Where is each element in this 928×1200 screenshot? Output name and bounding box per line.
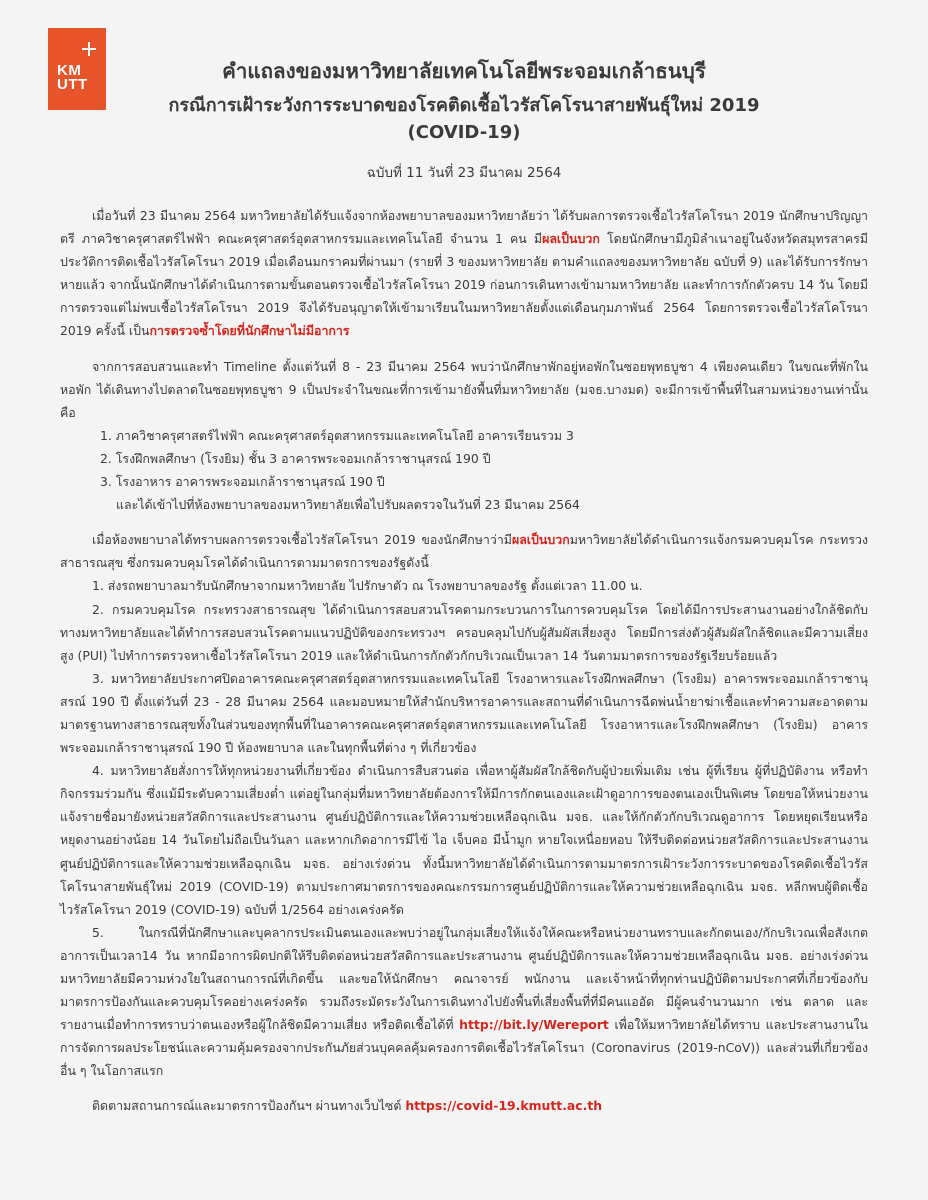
paragraph-2: จากการสอบสวนและทำ Timeline ตั้งแต่วันที่ 8 - 23 มีนาคม 2564 พบว่านักศึกษาพักอยู่หอพักในซอยพุทธบูชา 4 เพียงคนเดียว ในขณะที่พักในหอพัก ได้เดินทางไปตลาดในซอยพุทธบูชา 9 เป็นประจำในขณะที่การเข้ามายังพื้นที่มหาวิทยาลัย (มจธ.บางมด) จะมีการเข้าพื้นที่ในสามหน่วยงานเท่านั้น คือ <box>60 358 868 420</box>
measure-item-1: 1. ส่งรถพยาบาลมารับนักศึกษาจากมหาวิทยาลัย ไปรักษาตัว ณ โรงพยาบาลของรัฐ ตั้งแต่เวลา 11.00 น. <box>92 578 643 594</box>
list-item: 2. โรงฝึกพลศึกษา (โรงยิม) ชั้น 3 อาคารพระจอมเกล้าราชานุสรณ์ 190 ปี <box>100 450 491 466</box>
wereport-link[interactable]: http://bit.ly/Wereport <box>459 1017 609 1033</box>
list-item: 1. ภาควิชาครุศาสตร์ไฟฟ้า คณะครุศาสตร์อุตสาหกรรมและเทคโนโลยี อาคารเรียนรวม 3 <box>100 427 574 443</box>
footer-note: ติดตามสถานการณ์และมาตรการป้องกันฯ ผ่านทางเว็บไซต์ https://covid-19.kmutt.ac.th <box>92 1098 603 1114</box>
measure-item-2: 2. กรมควบคุมโรค กระทรวงสาธารณสุข ได้ดำเนินการสอบสวนโรคตามกระบวนการในการควบคุมโรค โดยได้มีการประสานงานอย่างใกล้ชิดกับทางมหาวิทยาลัยและได้ทำการสอบสวนโรคตามแนวปฏิบัติของกระทรวงฯ ครอบคลุมไปกับผู้สัมผัสเสี่ยงสูง โดยมีการส่งตัวผู้สัมผัสใกล้ชิดและมีความเสี่ยงสูง (PUI) ไปทำการตรวจหาเชื้อไวรัสโคโรนา 2019 และให้ดำเนินการกักตัวกักบริเวณเป็นเวลา 14 วันตามมาตรการของรัฐเรียบร้อยแล้ว <box>60 601 868 663</box>
positive-result-highlight: ผลเป็นบวก <box>542 231 600 247</box>
edition-date: ฉบับที่ 11 วันที่ 23 มีนาคม 2564 <box>366 165 562 181</box>
page-title: คำแถลงของมหาวิทยาลัยเทคโนโลยีพระจอมเกล้าธนบุรี <box>222 59 706 83</box>
logo-text-line1: KM <box>57 62 82 79</box>
list-item: 3. โรงอาหาร อาคารพระจอมเกล้าราชานุสรณ์ 190 ปี <box>100 474 385 490</box>
paragraph-1: เมื่อวันที่ 23 มีนาคม 2564 มหาวิทยาลัยได้รับแจ้งจากห้องพยาบาลของมหาวิทยาลัยว่า ได้รับผลการตรวจเชื้อไวรัสโคโรนา 2019 นักศึกษาปริญญาตรี ภาควิชาครุศาสตร์ไฟฟ้า คณะครุศาสตร์อุตสาหกรรมและเทคโนโลยี จำนวน 1 คน มีผลเป็นบวก โดยนักศึกษามีภูมิลำเนาอยู่ในจังหวัดสมุทรสาครมีประวัติการติดเชื้อไวรัสโคโรนา 2019 เมื่อเดือนมกราคมที่ผ่านมา (รายที่ 3 ของมหาวิทยาลัย ตามคำแถลงของมหาวิทยาลัย ฉบับที่ 9) และได้รับการรักษาหายแล้ว จากนั้นนักศึกษาได้ดำเนินการตามขั้นตอนตรวจเชื้อไวรัสโคโรนา 2019 ก่อนการเดินทางเข้ามามหาวิทยาลัย และทำการกักตัวครบ 14 วัน โดยมีการตรวจแต่ไม่พบเชื้อไวรัสโคโรนา 2019 จึงได้รับอนุญาตให้เข้ามาเรียนในมหาวิทยาลัยตั้งแต่เดือนกุมภาพันธ์ 2564 โดยการตรวจเชื้อไวรัสโคโรนา 2019 ครั้งนี้ เป็นการตรวจซ้ำโดยที่นักศึกษาไม่มีอาการ <box>60 208 868 339</box>
page-subtitle: กรณีการเฝ้าระวังการระบาดของโรคติดเชื้อไวรัสโคโรนาสายพันธุ์ใหม่ 2019 <box>168 95 760 116</box>
logo-text-line2: UTT <box>57 76 88 93</box>
paragraph-3: เมื่อห้องพยาบาลได้ทราบผลการตรวจเชื้อไวรัสโคโรนา 2019 ของนักศึกษาว่ามีผลเป็นบวกมหาวิทยาลัยได้ดำเนินการแจ้งกรมควบคุมโรค กระทรวงสาธารณสุข ซึ่งกรมควบคุมโรคได้ดำเนินการตามมาตรการของรัฐดังนี้ <box>60 532 868 571</box>
paragraph-2-tail: และได้เข้าไปที่ห้องพยาบาลของมหาวิทยาลัยเพื่อไปรับผลตรวจในวันที่ 23 มีนาคม 2564 <box>116 497 580 513</box>
covid-website-link[interactable]: https://covid-19.kmutt.ac.th <box>405 1098 603 1114</box>
measure-item-4: 4. มหาวิทยาลัยสั่งการให้ทุกหน่วยงานที่เกี่ยวข้อง ดำเนินการสืบสวนต่อ เพื่อหาผู้สัมผัสใกล้ชิดกับผู้ป่วยเพิ่มเติม เช่น ผู้ที่เรียน ผู้ที่ปฏิบัติงาน หรือทำกิจกรรมร่วมกัน ซึ่งแม้มีระดับความเสี่ยงต่ำ แต่อยู่ในกลุ่มที่มหาวิทยาลัยต้องการให้มีการกักตนเองและเฝ้าดูอาการของตนเองเป็นพิเศษ โดยขอให้หน่วยงานแจ้งรายชื่อมายังหน่วยสวัสดิการและประสานงาน ศูนย์ปฏิบัติการและให้ความช่วยเหลือฉุกเฉิน มจธ. และให้กักตัวกักบริเวณดูอาการ โดยหยุดเรียนหรือหยุดงานอย่างน้อย 14 วันโดยไม่ถือเป็นวันลา และหากเกิดอาการมีไข้ ไอ เจ็บคอ มีน้ำมูก หายใจเหนื่อยหอบ ให้รีบติดต่อหน่วยสวัสดิการและประสานงาน ศูนย์ปฏิบัติการและให้ความช่วยเหลือฉุกเฉิน มจธ. อย่างเร่งด่วน ทั้งนี้มหาวิทยาลัยได้ดำเนินการตามมาตรการเฝ้าระวังการระบาดของโรคติดเชื้อไวรัสโคโรนาสายพันธุ์ใหม่ 2019 (COVID-19) ตามประกาศมาตรการของคณะกรรมการศูนย์ปฏิบัติการและให้ความช่วยเหลือฉุกเฉิน มจธ. หลีกพบผู้ติดเชื้อไวรัสโคโรนา 2019 (COVID-19) ฉบับที่ 1/2564 อย่างเคร่งครัด <box>60 763 868 917</box>
positive-result-highlight: ผลเป็นบวก <box>511 532 570 548</box>
statement-body <box>60 204 868 1118</box>
measure-item-3: 3. มหาวิทยาลัยประกาศปิดอาคารคณะครุศาสตร์อุตสาหกรรมและเทคโนโลยี โรงอาหารและโรงฝึกพลศึกษา (โรงยิม) อาคารพระจอมเกล้าราชานุสรณ์ 190 ปี ตั้งแต่วันที่ 23 - 28 มีนาคม 2564 และมอบหมายให้สำนักบริหารอาคารและสถานที่ดำเนินการฉีดพ่นน้ำยาฆ่าเชื้อและทำความสะอาดตามมาตรฐานทางสาธารณสุขทั้งในส่วนของทุกพื้นที่ในอาคารคณะครุศาสตร์อุตสาหกรรมและเทคโนโลยี โรงอาหารและโรงฝึกพลศึกษา (โรงยิม) อาคารพระจอมเกล้าราชานุสรณ์ 190 ปี ห้องพยาบาล และในทุกพื้นที่ต่าง ๆ ที่เกี่ยวข้อง <box>60 670 868 756</box>
page-subtitle-covid: (COVID-19) <box>407 122 521 143</box>
measure-item-5: 5. ในกรณีที่นักศึกษาและบุคลากรประเมินตนเองและพบว่าอยู่ในกลุ่มเสี่ยงให้แจ้งให้คณะหรือหน่วยงานทราบและกักตนเอง/กักบริเวณเพื่อสังเกตอาการเป็นเวลา14 วัน หากมีอาการผิดปกติให้รีบติดต่อหน่วยสวัสดิการและประสานงาน ศูนย์ปฏิบัติการและให้ความช่วยเหลือฉุกเฉิน มจธ. อย่างเร่งด่วน มหาวิทยาลัยมีความห่วงใยในสถานการณ์ที่เกิดขึ้น และขอให้นักศึกษา คณาจารย์ พนักงาน และเจ้าหน้าที่ทุกท่านปฏิบัติตามประกาศที่เกี่ยวข้องกับมาตรการป้องกันและควบคุมโรคอย่างเคร่งครัด รวมถึงระมัดระวังในการเดินทางไปยังพื้นที่เสี่ยงพื้นที่ที่มีคนแออัด มีผู้คนจำนวนมาก เช่น ตลาด และรายงานเมื่อทำการทราบว่าตนเองหรือผู้ใกล้ชิดมีความเสี่ยง หรือติดเชื้อได้ที่ http://bit.ly/Wereport เพื่อให้มหาวิทยาลัยได้ทราบ และประสานงานในการจัดการผลประโยชน์และความคุ้มครองจากประกันภัยส่วนบุคคลคุ้มครองการติดเชื้อไวรัสโคโรนา (Coronavirus (2019-nCoV)) และส่วนที่เกี่ยวข้องอื่น ๆ ในโอกาสแรก <box>60 924 868 1079</box>
asymptomatic-highlight: การตรวจซ้ำโดยที่นักศึกษาไม่มีอาการ <box>149 323 350 339</box>
plus-icon <box>82 42 96 56</box>
